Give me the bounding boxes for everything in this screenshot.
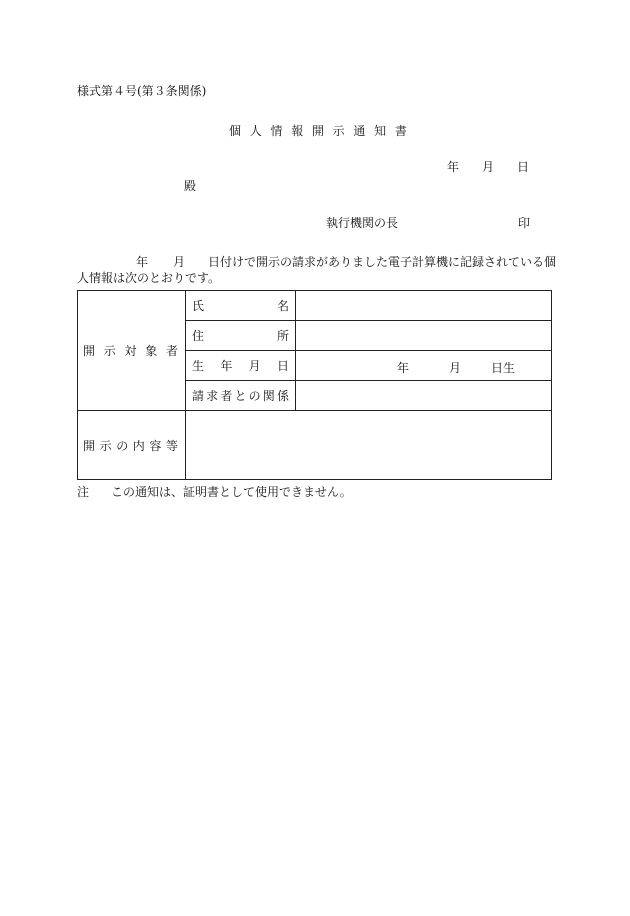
date-day: 日 bbox=[516, 160, 529, 174]
note-label: 注 bbox=[77, 485, 90, 499]
group-label-char: 対 bbox=[124, 344, 137, 358]
address-value-cell[interactable] bbox=[296, 321, 552, 351]
birth-year: 年 bbox=[397, 360, 410, 375]
title-char: 知 bbox=[374, 124, 387, 138]
birthdate-value-cell[interactable] bbox=[296, 351, 552, 381]
label-char: 名 bbox=[276, 299, 289, 313]
label-char: 係 bbox=[276, 389, 289, 403]
label-char: 示 bbox=[99, 438, 112, 453]
label-char: 所 bbox=[276, 329, 289, 343]
address-label bbox=[192, 327, 289, 344]
name-label bbox=[192, 297, 289, 314]
label-char: 等 bbox=[165, 438, 178, 453]
label-char: 請 bbox=[192, 389, 205, 403]
label-char: 住 bbox=[192, 329, 205, 343]
name-label-cell bbox=[186, 291, 296, 321]
title-char: 情 bbox=[270, 124, 283, 138]
title-char: 通 bbox=[353, 124, 366, 138]
title-char: 示 bbox=[332, 124, 345, 138]
title-char: 書 bbox=[394, 124, 407, 138]
group-label bbox=[83, 342, 178, 359]
label-char: の bbox=[116, 438, 129, 453]
body-line-1: 日付けで開示の請求がありました電子計算機に記録されている個 bbox=[208, 255, 557, 269]
relation-label-cell bbox=[186, 381, 296, 411]
body-line-2: 人情報は次のとおりです。 bbox=[77, 271, 221, 285]
sender-title: 執行機関の長 bbox=[326, 216, 399, 230]
name-value-cell[interactable] bbox=[296, 291, 552, 321]
content-label bbox=[83, 437, 178, 454]
content-label-cell bbox=[78, 411, 186, 480]
address-label-cell bbox=[186, 321, 296, 351]
body-date-year: 年 bbox=[136, 255, 149, 269]
group-label-char: 開 bbox=[83, 344, 96, 358]
group-label-cell bbox=[78, 291, 186, 411]
addressee-suffix: 殿 bbox=[184, 179, 197, 193]
title-char: 報 bbox=[291, 124, 304, 138]
label-char: 求 bbox=[206, 389, 219, 403]
seal-mark: 印 bbox=[518, 216, 531, 230]
group-label-char: 示 bbox=[103, 344, 116, 358]
birthdate-value bbox=[296, 359, 551, 373]
group-label-char: 象 bbox=[145, 344, 158, 358]
label-char: 開 bbox=[83, 438, 96, 453]
note-text: この通知は、証明書として使用できません。 bbox=[111, 485, 352, 499]
title-char: 人 bbox=[249, 124, 262, 138]
label-char: 容 bbox=[149, 438, 162, 453]
label-char: 内 bbox=[132, 438, 145, 453]
body-date-month: 月 bbox=[173, 255, 186, 269]
title-char: 個 bbox=[229, 124, 242, 138]
issue-date bbox=[447, 160, 529, 174]
label-char: と bbox=[234, 389, 247, 403]
label-char: の bbox=[248, 389, 261, 403]
content-value-cell[interactable] bbox=[186, 411, 552, 480]
birth-month: 月 bbox=[449, 360, 462, 375]
label-char: 関 bbox=[262, 389, 275, 403]
label-char: 年 bbox=[220, 359, 233, 373]
page-title bbox=[229, 124, 407, 138]
label-char: 月 bbox=[248, 359, 261, 373]
form-number: 様式第４号(第３条関係) bbox=[77, 84, 207, 98]
group-label-char: 者 bbox=[165, 344, 178, 358]
relation-label bbox=[192, 387, 289, 404]
birth-day: 日生 bbox=[491, 360, 516, 375]
label-char: 日 bbox=[276, 359, 289, 373]
birthdate-label bbox=[192, 357, 289, 374]
label-char: 氏 bbox=[192, 299, 205, 313]
birthdate-label-cell bbox=[186, 351, 296, 381]
date-month: 月 bbox=[481, 160, 494, 174]
disclosure-table bbox=[77, 290, 552, 480]
label-char: 生 bbox=[192, 359, 205, 373]
relation-value-cell[interactable] bbox=[296, 381, 552, 411]
label-char: 者 bbox=[220, 389, 233, 403]
title-char: 開 bbox=[311, 124, 324, 138]
date-year: 年 bbox=[447, 160, 460, 174]
